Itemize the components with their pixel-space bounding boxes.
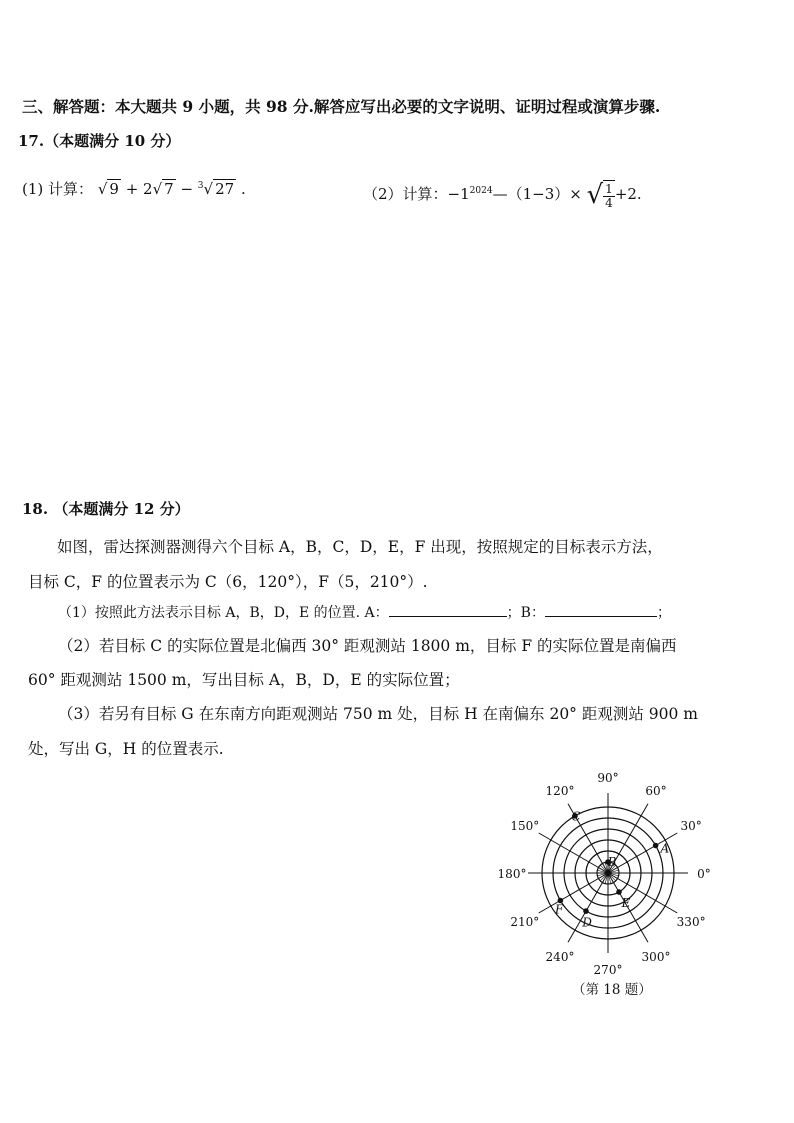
- angle-label-300: 300°: [641, 950, 671, 965]
- angle-label-210: 210°: [510, 915, 540, 929]
- point-d: [583, 908, 589, 914]
- angle-label-90: 90°: [597, 771, 619, 785]
- q17-heading: [18, 130, 180, 151]
- q18-intro-2: 目标 C，F 的位置表示为 C（6，120°），F（5，210°）.: [28, 573, 428, 591]
- sqrt-sign: √: [586, 180, 604, 210]
- q18-part3-2: 处，写出 G，H 的位置表示.: [28, 740, 224, 758]
- answer-blank-b[interactable]: [545, 602, 657, 617]
- figure-caption: （第 18 题）: [572, 982, 652, 998]
- sqrt-9: √ 9: [97, 180, 119, 198]
- radar-figure: [480, 770, 740, 990]
- section-header: 三、解答题：本大题共 9 小题，共 98 分.解答应写出必要的文字说明、证明过程或演算步骤.: [22, 97, 661, 116]
- q18-part3-1: （3）若另有目标 G 在东南方向距观测站 750 m 处，目标 H 在南偏东 20° 距观测站 900 m: [58, 705, 698, 723]
- angle-label-0: 0°: [697, 867, 711, 881]
- angle-label-240: 240°: [545, 950, 575, 965]
- q17-number: 17.: [18, 132, 45, 150]
- point-label-f: F: [555, 902, 564, 917]
- angle-label-30: 30°: [680, 819, 702, 833]
- q18-part2-1: （2）若目标 C 的实际位置是北偏西 30° 距观测站 1800 m，目标 F 的实际位置是南偏西: [58, 637, 677, 655]
- q17-score: （本题满分 10 分）: [44, 132, 181, 150]
- point-label-d: D: [582, 915, 592, 930]
- q17-part2: （2）计算：$-1^{2024}—(1-3)\times$ √ $\frac{1}{4}$ +2.: [363, 180, 642, 210]
- q18-intro-1: 如图，雷达探测器测得六个目标 A，B，C，D，E，F 出现，按照规定的目标表示方法，: [57, 538, 663, 556]
- angle-label-60: 60°: [645, 783, 667, 798]
- q17-part2-label: （2）计算：: [363, 185, 448, 203]
- q18-heading: [22, 498, 190, 519]
- radar-diagram: [498, 771, 711, 977]
- point-label-e: E: [621, 896, 631, 911]
- q18-score: （本题满分 12 分）: [53, 500, 190, 518]
- q18-part2-2: 60° 距观测站 1500 m，写出目标 A，B，D，E 的实际位置；: [28, 671, 460, 689]
- point-a: [653, 843, 659, 849]
- answer-blank-a[interactable]: [389, 602, 507, 617]
- q17-part1: (1) 计算： √ 9 + 2√ 7 − $^3$√ 27 .: [22, 180, 246, 198]
- angle-label-270: 270°: [593, 963, 623, 977]
- cbrt-27: √ 27: [203, 180, 235, 198]
- point-label-a: A: [660, 841, 670, 856]
- q17-part1-label: (1) 计算：: [22, 180, 94, 198]
- fraction-one-quarter: $\frac{1}{4}$: [605, 182, 613, 210]
- angle-label-180: 180°: [497, 867, 527, 881]
- q18-number: 18.: [22, 500, 49, 518]
- sqrt-7: √ 7: [152, 180, 174, 198]
- point-label-b: B: [607, 855, 617, 869]
- angle-label-120: 120°: [545, 783, 575, 798]
- point-label-c: C: [571, 809, 581, 824]
- angle-label-330: 330°: [676, 915, 706, 929]
- q18-part1: （1）按照此方法表示目标 A，B，D，E 的位置. A： ；B： ；: [58, 602, 671, 622]
- angle-label-150: 150°: [510, 819, 540, 833]
- point-e: [616, 889, 622, 895]
